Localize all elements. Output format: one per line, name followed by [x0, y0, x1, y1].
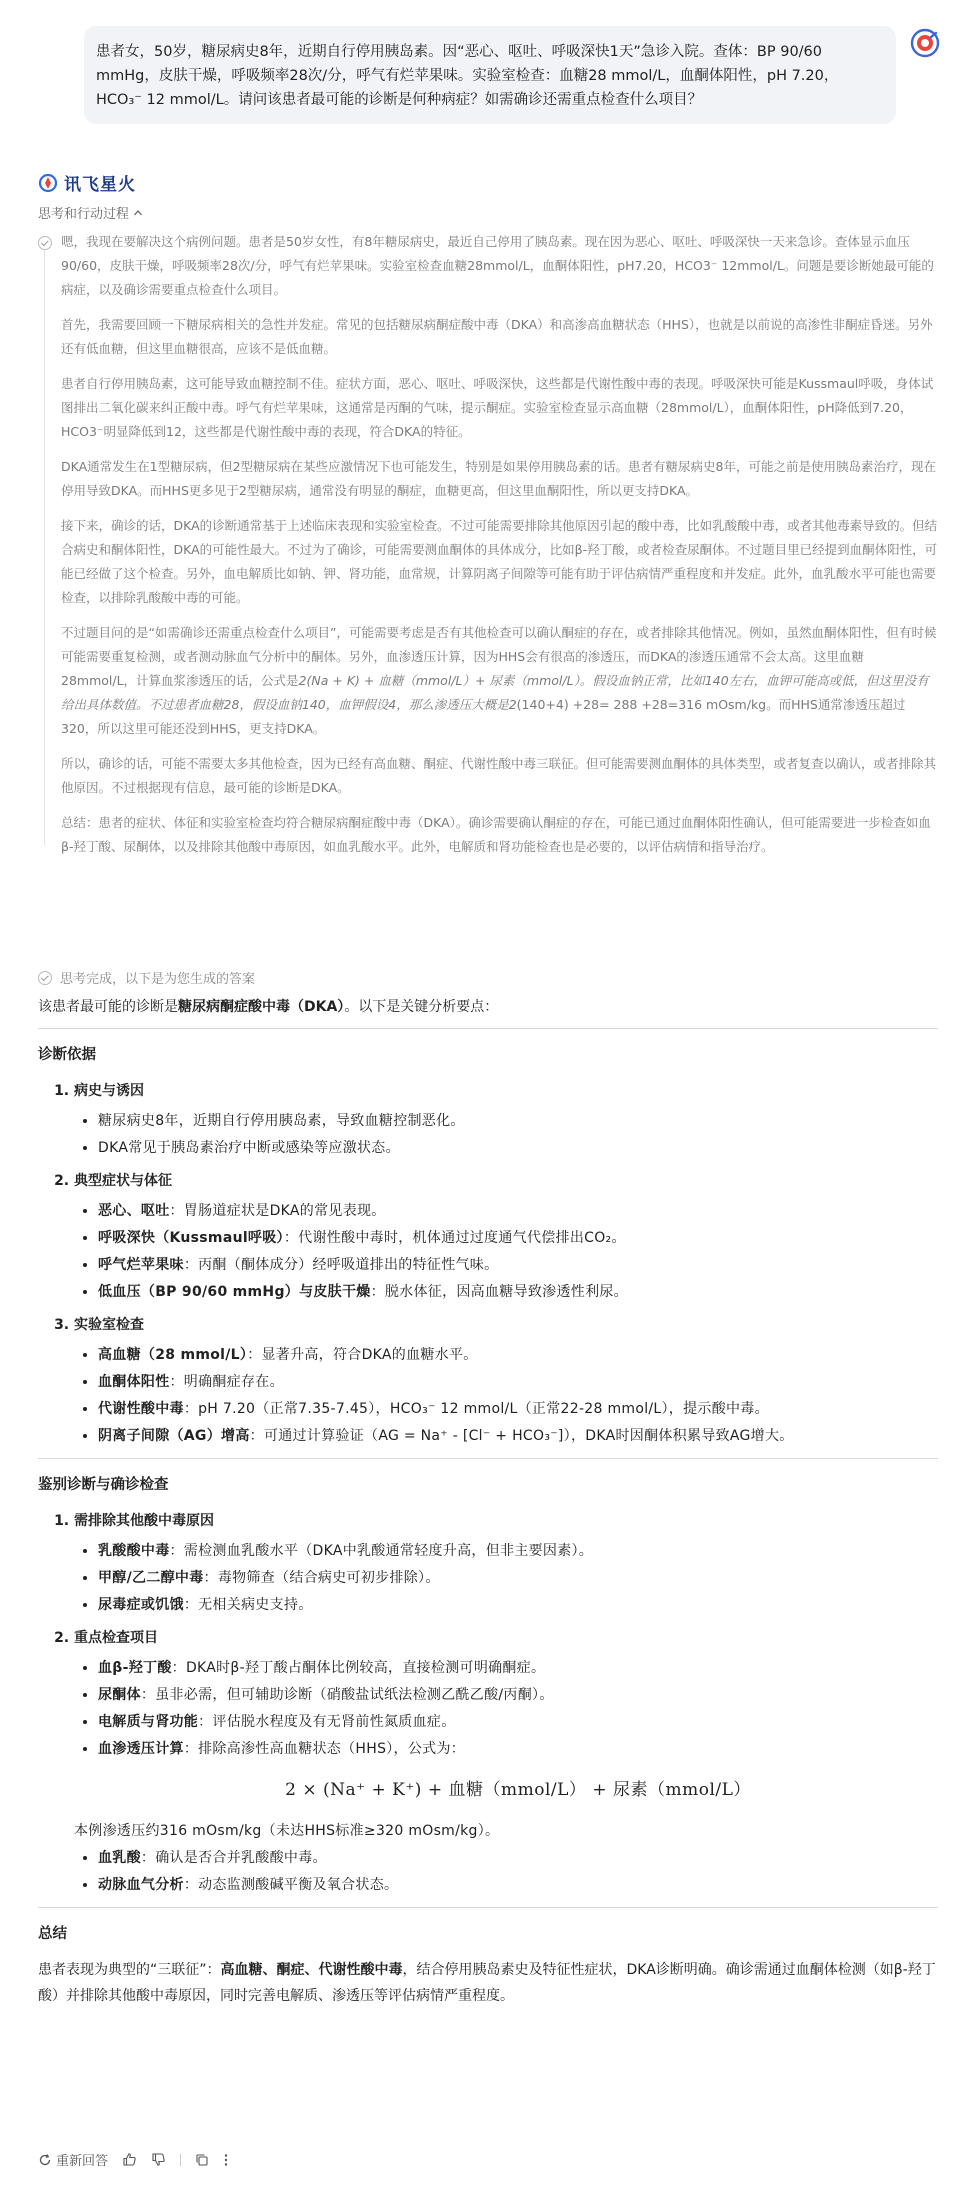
- bullet-item: [98, 1538, 938, 1565]
- spark-logo-icon: [38, 173, 58, 193]
- user-message-row: [84, 26, 896, 124]
- thinking-toggle[interactable]: [38, 203, 143, 222]
- section-title: 鉴别诊断与确诊检查: [38, 1477, 169, 1493]
- list-item: [74, 1508, 938, 1619]
- bullet-term: 呼吸深快（Kussmaul呼吸）: [98, 1230, 284, 1246]
- message-toolbar: [38, 2150, 229, 2169]
- bullet-term: 尿毒症或饥饿: [98, 1597, 184, 1613]
- user-avatar[interactable]: [910, 28, 940, 58]
- osmolality-formula: 2 × (Na⁺ + K⁺) + 血糖（mmol/L） + 尿素（mmol/L）: [285, 1780, 751, 1800]
- bullet-text: ：丙酮（酮体成分）经呼吸道排出的特征性气味。: [183, 1257, 499, 1273]
- thinking-paragraph: 接下来，确诊的话，DKA的诊断通常基于上述临床表现和实验室检查。不过可能需要排除其他原因引起的酸中毒，比如乳酸酸中毒，或者其他毒素导致的。但结合病史和酮体阳性，DKA的可能性最大。不过为了确诊，可能需要测血酮体的具体成分，比如β-羟丁酸，或者检查尿酮体。不过题目里已经提到血酮体阳性，可能已经做了这个检查。另外，血电解质比如钠、钾、肾功能，血常规，计算阴离子间隙等可能有助于评估病情严重程度和并发症。此外，血乳酸水平可能也需要检查，以排除乳酸酸中毒的可能。: [61, 518, 938, 605]
- bullet-list: [74, 1538, 938, 1619]
- thinking-paragraph: 总结：患者的症状、体征和实验室检查均符合糖尿病酮症酸中毒（DKA）。确诊需要确认酮症的存在，可能已通过血酮体阳性确认，但可能需要进一步检查如血β-羟丁酸、尿酮体，以及排除其他酸中毒原因，如血乳酸水平。此外，电解质和肾功能检查也是必要的，以评估病情和指导治疗。: [61, 815, 931, 854]
- thinking-formula-italic: 2: [508, 697, 517, 712]
- bullet-term: 代谢性酸中毒: [98, 1401, 184, 1417]
- bullet-term: 动脉血气分析: [98, 1877, 184, 1893]
- thinking-timeline-line: [44, 242, 45, 845]
- dislike-button[interactable]: [151, 2152, 166, 2167]
- thinking-paragraph: 首先，我需要回顾一下糖尿病相关的急性并发症。常见的包括糖尿病酮症酸中毒（DKA）和高渗高血糖状态（HHS），也就是以前说的高渗性非酮症昏迷。另外还有低血糖，但这里血糖很高，应该不是低血糖。: [61, 317, 933, 356]
- answer-intro: [38, 994, 938, 1020]
- answer-intro-text: 。以下是关键分析要点：: [344, 999, 499, 1015]
- bullet-item: [98, 1135, 938, 1162]
- regenerate-button[interactable]: [38, 2150, 108, 2169]
- bullet-text: 糖尿病史8年，近期自行停用胰岛素，导致血糖控制恶化。: [98, 1113, 465, 1129]
- bullet-term: 呼气烂苹果味: [98, 1257, 184, 1273]
- bullet-text: ：代谢性酸中毒时，机体通过过度通气代偿排出CO₂。: [283, 1230, 626, 1246]
- formula-note-text: 本例渗透压约316 mOsm/kg（未达HHS标准≥320 mOsm/kg）。: [74, 1823, 500, 1839]
- bullet-item: [98, 1252, 938, 1279]
- divider: [38, 1458, 938, 1459]
- bullet-text: ：虽非必需，但可辅助诊断（硝酸盐试纸法检测乙酰乙酸/丙酮）。: [140, 1687, 554, 1703]
- like-button[interactable]: [122, 2152, 137, 2167]
- bullet-text: ：DKA时β-羟丁酸占酮体比例较高，直接检测可明确酮症。: [171, 1660, 546, 1676]
- bullet-item: [98, 1872, 938, 1899]
- summary-triad: 高血糖、酮症、代谢性酸中毒: [220, 1962, 403, 1978]
- bullet-text: ：需检测血乳酸水平（DKA中乳酸通常轻度升高，但非主要因素）。: [169, 1543, 594, 1559]
- summary-title: 总结: [38, 1926, 67, 1942]
- bullet-text: ：可通过计算验证（AG = Na⁺ - [Cl⁻ + HCO₃⁻]），DKA时因酮体积累导致AG增大。: [249, 1428, 794, 1444]
- bullet-item: [98, 1396, 938, 1423]
- divider: [38, 1028, 938, 1029]
- bullet-text: ：pH 7.20（正常7.35-7.45），HCO₃⁻ 12 mmol/L（正常22-28 mmol/L），提示酸中毒。: [183, 1401, 769, 1417]
- list-item: [74, 1312, 938, 1450]
- bot-logo: [38, 170, 136, 195]
- bullet-text: ：无相关病史支持。: [183, 1597, 313, 1613]
- bullet-list: [74, 1342, 938, 1450]
- thumbs-up-icon: [122, 2152, 137, 2167]
- bullet-item: [98, 1342, 938, 1369]
- thinking-text: 不过题目问的是“如需确诊还需重点检查什么项目”，可能需要考虑是否有其他检查可以确认酮症的存在，或者排除其他情况。例如，虽然血酮体阳性，但有时候可能需要重复检测，或者测动脉血气分析中的酮体。另外，血渗透压计算，因为HHS会有很高的渗透压，而DKA的渗透压通常不会太高。这里血糖28mmol/L，计算血浆渗透压的话，公式是: [61, 625, 937, 688]
- bullet-text: ：明确酮症存在。: [169, 1374, 284, 1390]
- thinking-formula-italic: 2(Na + K) + 血糖（mmol/L）+ 尿素（mmol/L）。假设血钠正常，比如140左右，血钾可能高或低，但这里没有给出具体数值。不过患者血糖28，假设血钠140，血钾假设4，那么渗透压大概是: [61, 673, 929, 712]
- bullet-item: [98, 1709, 938, 1736]
- thinking-paragraph: DKA通常发生在1型糖尿病，但2型糖尿病在某些应激情况下也可能发生，特别是如果停用胰岛素的话。患者有糖尿病史8年，可能之前是使用胰岛素治疗，现在停用导致DKA。而HHS更多见于2型糖尿病，通常没有明显的酮症，血糖更高，但这里血酮阳性，所以更支持DKA。: [61, 459, 937, 498]
- list-item: [74, 1168, 938, 1306]
- list-item-heading: 重点检查项目: [74, 1630, 158, 1646]
- thinking-panel: [38, 230, 938, 859]
- formula-note: [74, 1818, 938, 1845]
- summary-prefix: 患者表现为典型的“三联征”：: [38, 1962, 221, 1978]
- bullet-item: [98, 1198, 938, 1225]
- list-item-heading: 典型症状与体征: [74, 1173, 172, 1189]
- thinking-text: (140+4) +28= 288 +28=316 mOsm/kg。而HHS通常渗透压超过320，所以这里可能还没到HHS，更支持DKA。: [61, 697, 906, 736]
- thinking-paragraph: 患者自行停用胰岛素，这可能导致血糖控制不佳。症状方面，恶心、呕吐、呼吸深快，这些都是代谢性酸中毒的表现。呼吸深快可能是Kussmaul呼吸，身体试图排出二氧化碳来纠正酸中毒。呼气有烂苹果味，这通常是丙酮的气味，提示酮症。实验室检查显示高血糖（28mmol/L），血酮体阳性，pH降低到7.20，HCO3⁻明显降低到12，这些都是代谢性酸中毒的表现，符合DKA的特征。: [61, 376, 934, 439]
- check-circle-icon: [38, 236, 52, 250]
- section-list: [38, 1078, 938, 1450]
- list-item: [74, 1078, 938, 1162]
- bullet-item: [98, 1845, 938, 1872]
- bullet-term: 尿酮体: [98, 1687, 141, 1703]
- thumbs-down-icon: [151, 2152, 166, 2167]
- bullet-text: ：胃肠道症状是DKA的常见表现。: [169, 1203, 386, 1219]
- bullet-term: 血渗透压计算: [98, 1741, 184, 1757]
- section-list: [38, 1508, 938, 1899]
- bullet-item: [98, 1108, 938, 1135]
- bullet-term: 乳酸酸中毒: [98, 1543, 170, 1559]
- summary-suffix: ，结合停用胰岛素史及特征性症状，DKA诊断明确。确诊需通过血酮体检测（如β-羟丁酸）并排除其他酸中毒原因，同时完善电解质、渗透压等评估病情严重程度。: [38, 1962, 936, 2004]
- bullet-term: 阴离子间隙（AG）增高: [98, 1428, 250, 1444]
- user-message-bubble: 患者女，50岁，糖尿病史8年，近期自行停用胰岛素。因“恶心、呕吐、呼吸深快1天”急诊入院。查体：BP 90/60 mmHg，皮肤干燥，呼吸频率28次/分，呼气有烂苹果味。实验室检查：血糖28 mmol/L，血酮体阳性，pH 7.20，HCO₃⁻ 12 mmol/L。请问该患者最可能的诊断是何种病症？如需确诊还需重点检查什么项目？: [84, 26, 896, 124]
- bullet-item: [98, 1279, 938, 1306]
- bullet-list: [74, 1655, 938, 1899]
- bullet-item: [98, 1655, 938, 1682]
- more-vertical-icon: [223, 2153, 229, 2167]
- list-item: [74, 1625, 938, 1899]
- copy-button[interactable]: [195, 2153, 209, 2167]
- section-title: 诊断依据: [38, 1047, 96, 1063]
- bullet-term: 甲醇/乙二醇中毒: [98, 1570, 204, 1586]
- bot-name: 讯飞星火: [64, 175, 136, 195]
- summary-text: [38, 1957, 938, 2009]
- toolbar-separator: [180, 2154, 181, 2166]
- bullet-text: ：动态监测酸碱平衡及氧合状态。: [183, 1877, 399, 1893]
- bullet-item: [98, 1225, 938, 1252]
- answer-intro-text: 该患者最可能的诊断是: [38, 999, 178, 1015]
- answer-body: [38, 994, 938, 2009]
- refresh-icon: [38, 2153, 52, 2167]
- bullet-term: 恶心、呕吐: [98, 1203, 170, 1219]
- thinking-done-status: [38, 968, 255, 987]
- bullet-term: 血乳酸: [98, 1850, 141, 1866]
- bullet-text: ：评估脱水程度及有无肾前性氮质血症。: [198, 1714, 456, 1730]
- bullet-list: [74, 1108, 938, 1162]
- copy-icon: [195, 2153, 209, 2167]
- bullet-text: ：脱水体征，因高血糖导致渗透性利尿。: [370, 1284, 628, 1300]
- bullet-term: 电解质与肾功能: [98, 1714, 199, 1730]
- bullet-item: [98, 1736, 938, 1804]
- thinking-paragraph-osmolality: [61, 621, 938, 741]
- bullet-item: [98, 1682, 938, 1709]
- check-circle-icon: [38, 971, 52, 985]
- answer-diagnosis: 糖尿病酮症酸中毒（DKA）: [178, 999, 345, 1015]
- list-item-heading: 需排除其他酸中毒原因: [74, 1513, 214, 1529]
- bullet-item: [98, 1592, 938, 1619]
- bullet-item: [98, 1369, 938, 1396]
- divider: [38, 1907, 938, 1908]
- bullet-item: [98, 1423, 938, 1450]
- bullet-term: 高血糖（28 mmol/L）: [98, 1347, 248, 1363]
- bullet-text: DKA常见于胰岛素治疗中断或感染等应激状态。: [98, 1140, 400, 1156]
- list-item-heading: 病史与诱因: [74, 1083, 144, 1099]
- regenerate-label: 重新回答: [56, 2154, 109, 2169]
- more-button[interactable]: [223, 2153, 229, 2167]
- list-item-heading: 实验室检查: [74, 1317, 144, 1333]
- thinking-paragraph: 嗯，我现在要解决这个病例问题。患者是50岁女性，有8年糖尿病史，最近自己停用了胰岛素。现在因为恶心、呕吐、呼吸深快一天来急诊。查体显示血压90/60，皮肤干燥，呼吸频率28次/分，呼气有烂苹果味。实验室检查血糖28mmol/L，血酮体阳性，pH7.20，HCO3⁻ 12mmol/L。问题是要诊断她最可能的病症，以及确诊需要重点检查什么项目。: [61, 234, 934, 297]
- thinking-toggle-label: 思考和行动过程: [38, 207, 130, 222]
- bullet-list: [74, 1198, 938, 1306]
- thinking-done-label: 思考完成，以下是为您生成的答案: [60, 972, 256, 987]
- bullet-term: 低血压（BP 90/60 mmHg）与皮肤干燥: [98, 1284, 371, 1300]
- bullet-text: ：显著升高，符合DKA的血糖水平。: [247, 1347, 478, 1363]
- bullet-text: ：确认是否合并乳酸酸中毒。: [140, 1850, 327, 1866]
- bullet-term: 血β-羟丁酸: [98, 1660, 172, 1676]
- bullet-text: ：排除高渗性高血糖状态（HHS），公式为：: [183, 1741, 466, 1757]
- bullet-term: 血酮体阳性: [98, 1374, 170, 1390]
- thinking-paragraph: 所以，确诊的话，可能不需要太多其他检查，因为已经有高血糖、酮症、代谢性酸中毒三联征。但可能需要测血酮体的具体类型，或者复查以确认，或者排除其他原因。不过根据现有信息，最可能的诊断是DKA。: [61, 756, 937, 795]
- chevron-up-icon: [133, 208, 143, 218]
- bullet-item: [98, 1565, 938, 1592]
- user-avatar-icon: [910, 28, 940, 58]
- bullet-text: ：毒物筛查（结合病史可初步排除）。: [203, 1570, 440, 1586]
